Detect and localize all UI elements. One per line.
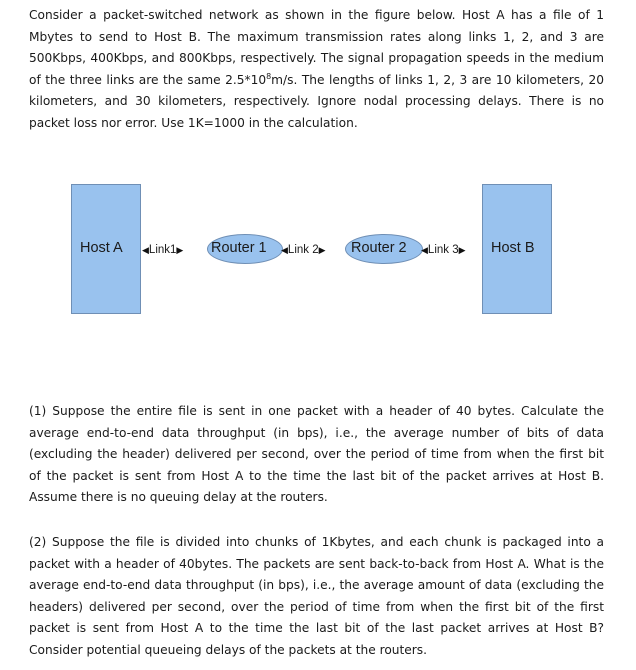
arrow-left-icon: ◀ <box>142 245 149 255</box>
arrow-left-icon: ◀ <box>421 245 428 255</box>
question-2: (2) Suppose the file is divided into chunks of 1Kbytes, and each chunk is packaged into a packet with a header of 40bytes. The packets are sent back-to-back from Host A. What is the average end-to-end data throughput (in bps), i.e., the average amount of data (excluding the headers) delivered per second, over the period of time from when the first bit of the first packet is sent from Host A to the time the last bit of the last packet arrives at Host B? Consider potential queueing delays of the packets at the routers. <box>29 535 604 657</box>
link-1 <box>142 243 183 257</box>
router-1-label: Router 1 <box>211 240 267 256</box>
link-2 <box>281 243 326 257</box>
arrow-right-icon: ▶ <box>318 245 326 255</box>
router-2-label: Router 2 <box>351 240 407 256</box>
link-2-label: Link 2 <box>287 244 319 256</box>
link-3-label: Link 3 <box>427 244 459 256</box>
arrow-right-icon: ▶ <box>176 245 184 255</box>
intro-exponent: 8 <box>266 71 272 81</box>
intro-text-part2: m/s. The lengths of links 1, 2, 3 are 10 kilometers, 20 kilometers, and 30 kilometers, respectively. Ignore nodal processing delays. There is no packet loss nor error. Use 1K=1000 in the calculation. <box>29 72 604 130</box>
intro-paragraph <box>29 5 604 135</box>
link-1-label: Link1 <box>148 244 177 256</box>
host-b-label: Host B <box>491 240 535 256</box>
arrow-right-icon: ▶ <box>458 245 466 255</box>
link-3 <box>421 243 466 257</box>
intro-text-part1: Consider a packet-switched network as shown in the figure below. Host A has a file of 1 Mbytes to send to Host B. The maximum transmission rates along links 1, 2, and 3 are 500Kbps, 400Kbps, and 800Kbps, respectively. The signal propagation speeds in the medium of the three links are the same 2.5*10 <box>29 8 604 87</box>
arrow-left-icon: ◀ <box>281 245 288 255</box>
question-1: (1) Suppose the entire file is sent in one packet with a header of 40 bytes. Calculate the average end-to-end data throughput (in bps), i.e., the average number of bits of data (excluding the header) delivered per second, over the period of time from when the first bit of the packet is sent from Host A to the time the last bit of the packet arrives at Host B. Assume there is no queuing delay at the routers. <box>29 404 604 505</box>
host-a-label: Host A <box>80 240 123 256</box>
